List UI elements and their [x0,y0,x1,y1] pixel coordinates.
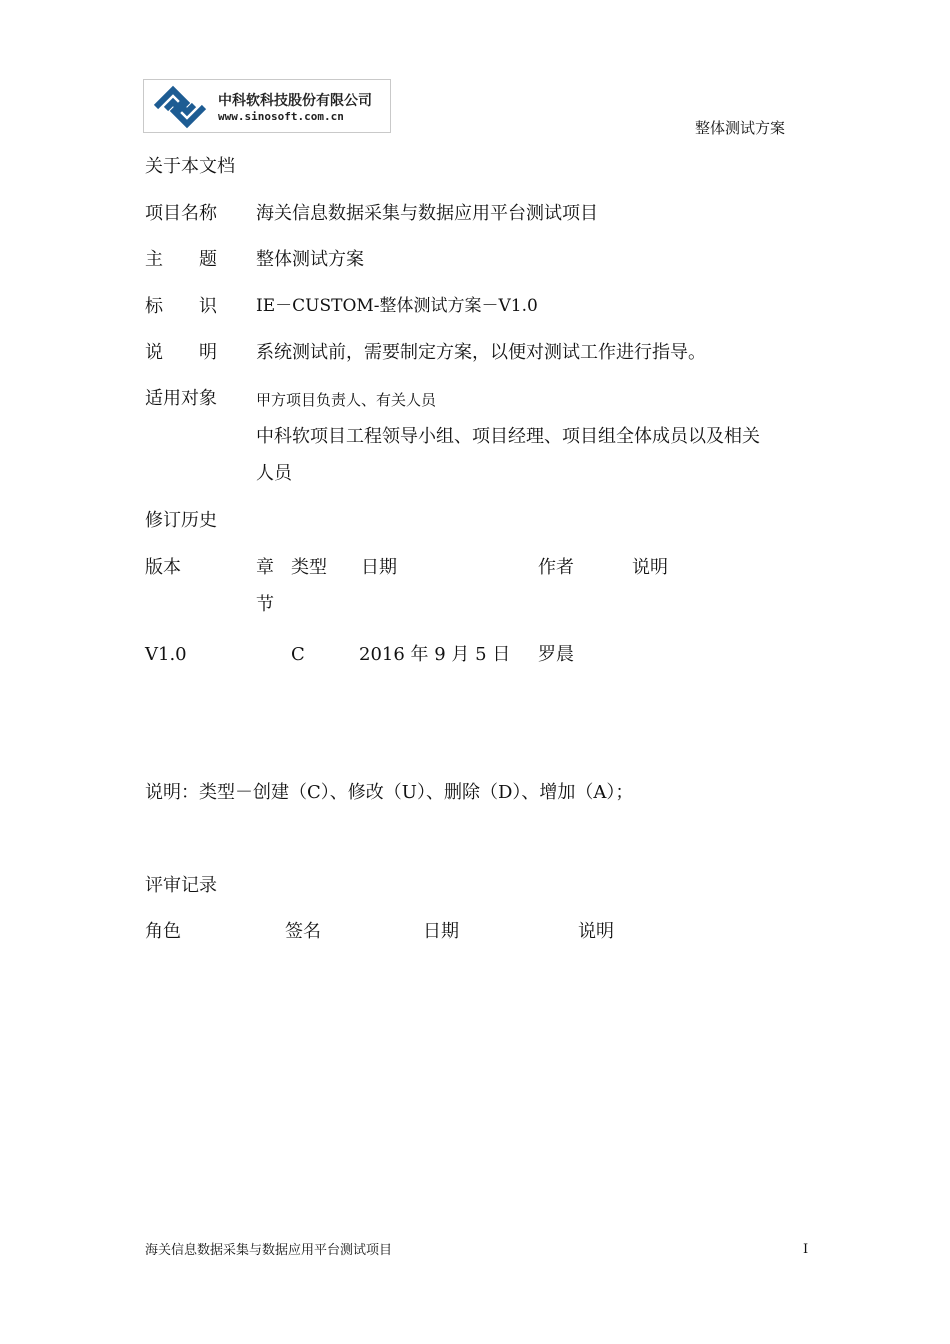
revision-heading: 修订历史 [145,510,217,531]
review-col-date: 日期 [423,921,459,942]
review-col-note: 说明 [578,921,614,942]
footer-project-name: 海关信息数据采集与数据应用平台测试项目 [145,1243,393,1258]
header-doc-title: 整体测试方案 [695,119,786,137]
revision-row-date: 2016 年 9 月 5 日 [359,644,511,665]
revision-type-note: 说明：类型－创建（C）、修改（U）、删除（D）、增加（A）； [145,782,634,803]
field-label-subject: 主 题 [145,249,217,270]
revision-col-type: 类型 [291,557,327,578]
revision-col-author: 作者 [538,557,574,578]
field-label-audience: 适用对象 [145,388,217,409]
audience-line-3: 人员 [256,463,292,484]
review-col-role: 角色 [145,921,181,942]
revision-row-version: V1.0 [145,644,187,665]
audience-line-2: 中科软项目工程领导小组、项目经理、项目组全体成员以及相关 [256,426,760,447]
audience-line-1: 甲方项目负责人、有关人员 [256,391,437,409]
field-value-subject: 整体测试方案 [256,249,364,270]
footer-page-number: I [803,1242,809,1257]
revision-row-type: C [291,644,305,665]
revision-col-chapter: 章 [256,557,274,578]
company-logo [143,79,391,133]
field-value-identifier: IE－CUSTOM-整体测试方案－V1.0 [256,296,538,316]
field-value-project-name: 海关信息数据采集与数据应用平台测试项目 [256,203,598,224]
about-heading: 关于本文档 [145,156,235,177]
review-heading: 评审记录 [145,875,217,896]
field-value-description: 系统测试前，需要制定方案，以便对测试工作进行指导。 [256,342,706,363]
logo-company-name: 中科软科技股份有限公司 [218,93,372,109]
revision-col-note: 说明 [632,557,668,578]
sinosoft-logo-icon [150,84,210,130]
revision-row-author: 罗晨 [538,644,574,665]
revision-col-version: 版本 [145,557,181,578]
revision-col-section: 节 [256,594,274,615]
logo-url: www.sinosoft.com.cn [218,110,344,123]
field-label-identifier: 标 识 [145,296,217,317]
field-label-project-name: 项目名称 [145,203,217,224]
revision-col-date: 日期 [361,557,397,578]
field-label-description: 说 明 [145,342,217,363]
review-col-signature: 签名 [285,921,321,942]
